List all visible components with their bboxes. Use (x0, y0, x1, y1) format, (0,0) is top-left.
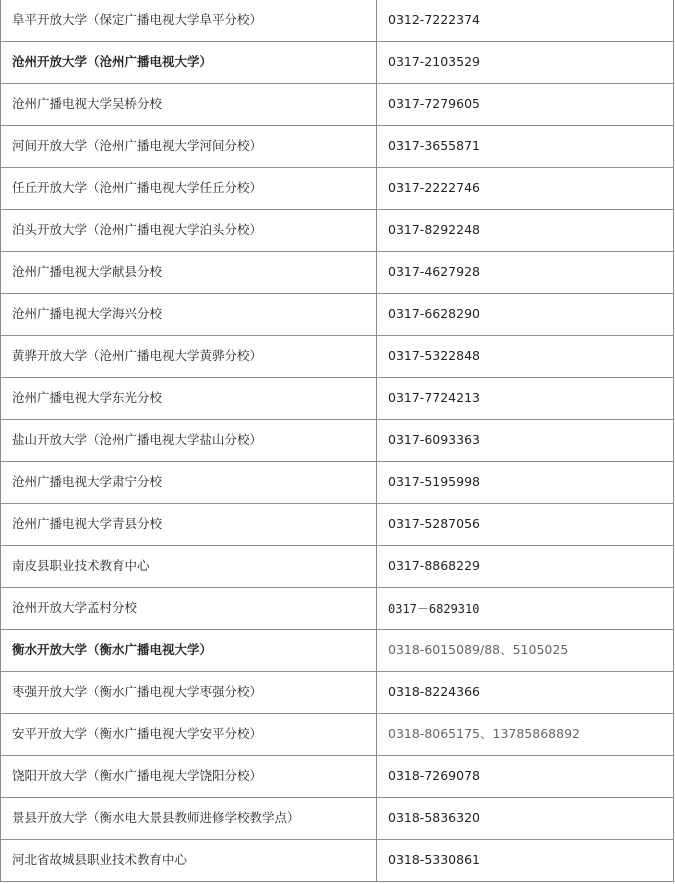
school-name-cell: 沧州开放大学（沧州广播电视大学） (1, 42, 377, 84)
school-name-cell: 枣强开放大学（衡水广播电视大学枣强分校） (1, 672, 377, 714)
table-row (1, 42, 674, 84)
phone-cell: 0317-8292248 (377, 210, 674, 252)
phone-cell: 0318-6015089/88、5105025 (377, 630, 674, 672)
phone-cell: 0317-3655871 (377, 126, 674, 168)
school-name-cell: 黄骅开放大学（沧州广播电视大学黄骅分校） (1, 336, 377, 378)
table-row (1, 378, 674, 420)
school-name-cell: 河间开放大学（沧州广播电视大学河间分校） (1, 126, 377, 168)
table-row (1, 0, 674, 42)
table-row (1, 336, 674, 378)
table-row (1, 126, 674, 168)
table-row (1, 840, 674, 882)
phone-cell: 0317-7279605 (377, 84, 674, 126)
table-row (1, 546, 674, 588)
table-row (1, 756, 674, 798)
phone-cell: 0318-8224366 (377, 672, 674, 714)
phone-cell: 0317-5322848 (377, 336, 674, 378)
table-row (1, 504, 674, 546)
table-row (1, 294, 674, 336)
table-row (1, 210, 674, 252)
phone-cell: 0317-4627928 (377, 252, 674, 294)
phone-cell: 0317-6628290 (377, 294, 674, 336)
table-row (1, 798, 674, 840)
school-name-cell: 景县开放大学（衡水电大景县教师进修学校教学点） (1, 798, 377, 840)
school-name-cell: 南皮县职业技术教育中心 (1, 546, 377, 588)
phone-cell: 0312-7222374 (377, 0, 674, 42)
school-name-cell: 沧州广播电视大学吴桥分校 (1, 84, 377, 126)
table-row (1, 714, 674, 756)
phone-cell: 0318-5330861 (377, 840, 674, 882)
table-row (1, 462, 674, 504)
school-name-cell: 饶阳开放大学（衡水广播电视大学饶阳分校） (1, 756, 377, 798)
school-name-cell: 沧州广播电视大学海兴分校 (1, 294, 377, 336)
phone-cell: 0318-8065175、13785868892 (377, 714, 674, 756)
school-name-cell: 沧州广播电视大学青县分校 (1, 504, 377, 546)
phone-cell: 0317-2103529 (377, 42, 674, 84)
school-name-cell: 安平开放大学（衡水广播电视大学安平分校） (1, 714, 377, 756)
table-row (1, 630, 674, 672)
phone-cell: 0317-5287056 (377, 504, 674, 546)
table-row (1, 420, 674, 462)
school-name-cell: 盐山开放大学（沧州广播电视大学盐山分校） (1, 420, 377, 462)
school-name-cell: 阜平开放大学（保定广播电视大学阜平分校） (1, 0, 377, 42)
school-name-cell: 沧州广播电视大学献县分校 (1, 252, 377, 294)
table-row (1, 252, 674, 294)
school-name-cell: 沧州广播电视大学东光分校 (1, 378, 377, 420)
table-body (1, 0, 674, 882)
school-name-cell: 泊头开放大学（沧州广播电视大学泊头分校） (1, 210, 377, 252)
phone-cell: 0317-5195998 (377, 462, 674, 504)
phone-cell: 0318-5836320 (377, 798, 674, 840)
school-name-cell: 衡水开放大学（衡水广播电视大学） (1, 630, 377, 672)
table-row (1, 672, 674, 714)
phone-cell: 0317－6829310 (377, 588, 674, 630)
phone-cell: 0318-7269078 (377, 756, 674, 798)
school-name-cell: 河北省故城县职业技术教育中心 (1, 840, 377, 882)
phone-cell: 0317-7724213 (377, 378, 674, 420)
phone-cell: 0317-6093363 (377, 420, 674, 462)
phone-cell: 0317-2222746 (377, 168, 674, 210)
school-name-cell: 沧州开放大学孟村分校 (1, 588, 377, 630)
school-name-cell: 任丘开放大学（沧州广播电视大学任丘分校） (1, 168, 377, 210)
table-row (1, 168, 674, 210)
school-name-cell: 沧州广播电视大学肃宁分校 (1, 462, 377, 504)
table-row (1, 84, 674, 126)
phone-cell: 0317-8868229 (377, 546, 674, 588)
table-row (1, 588, 674, 630)
